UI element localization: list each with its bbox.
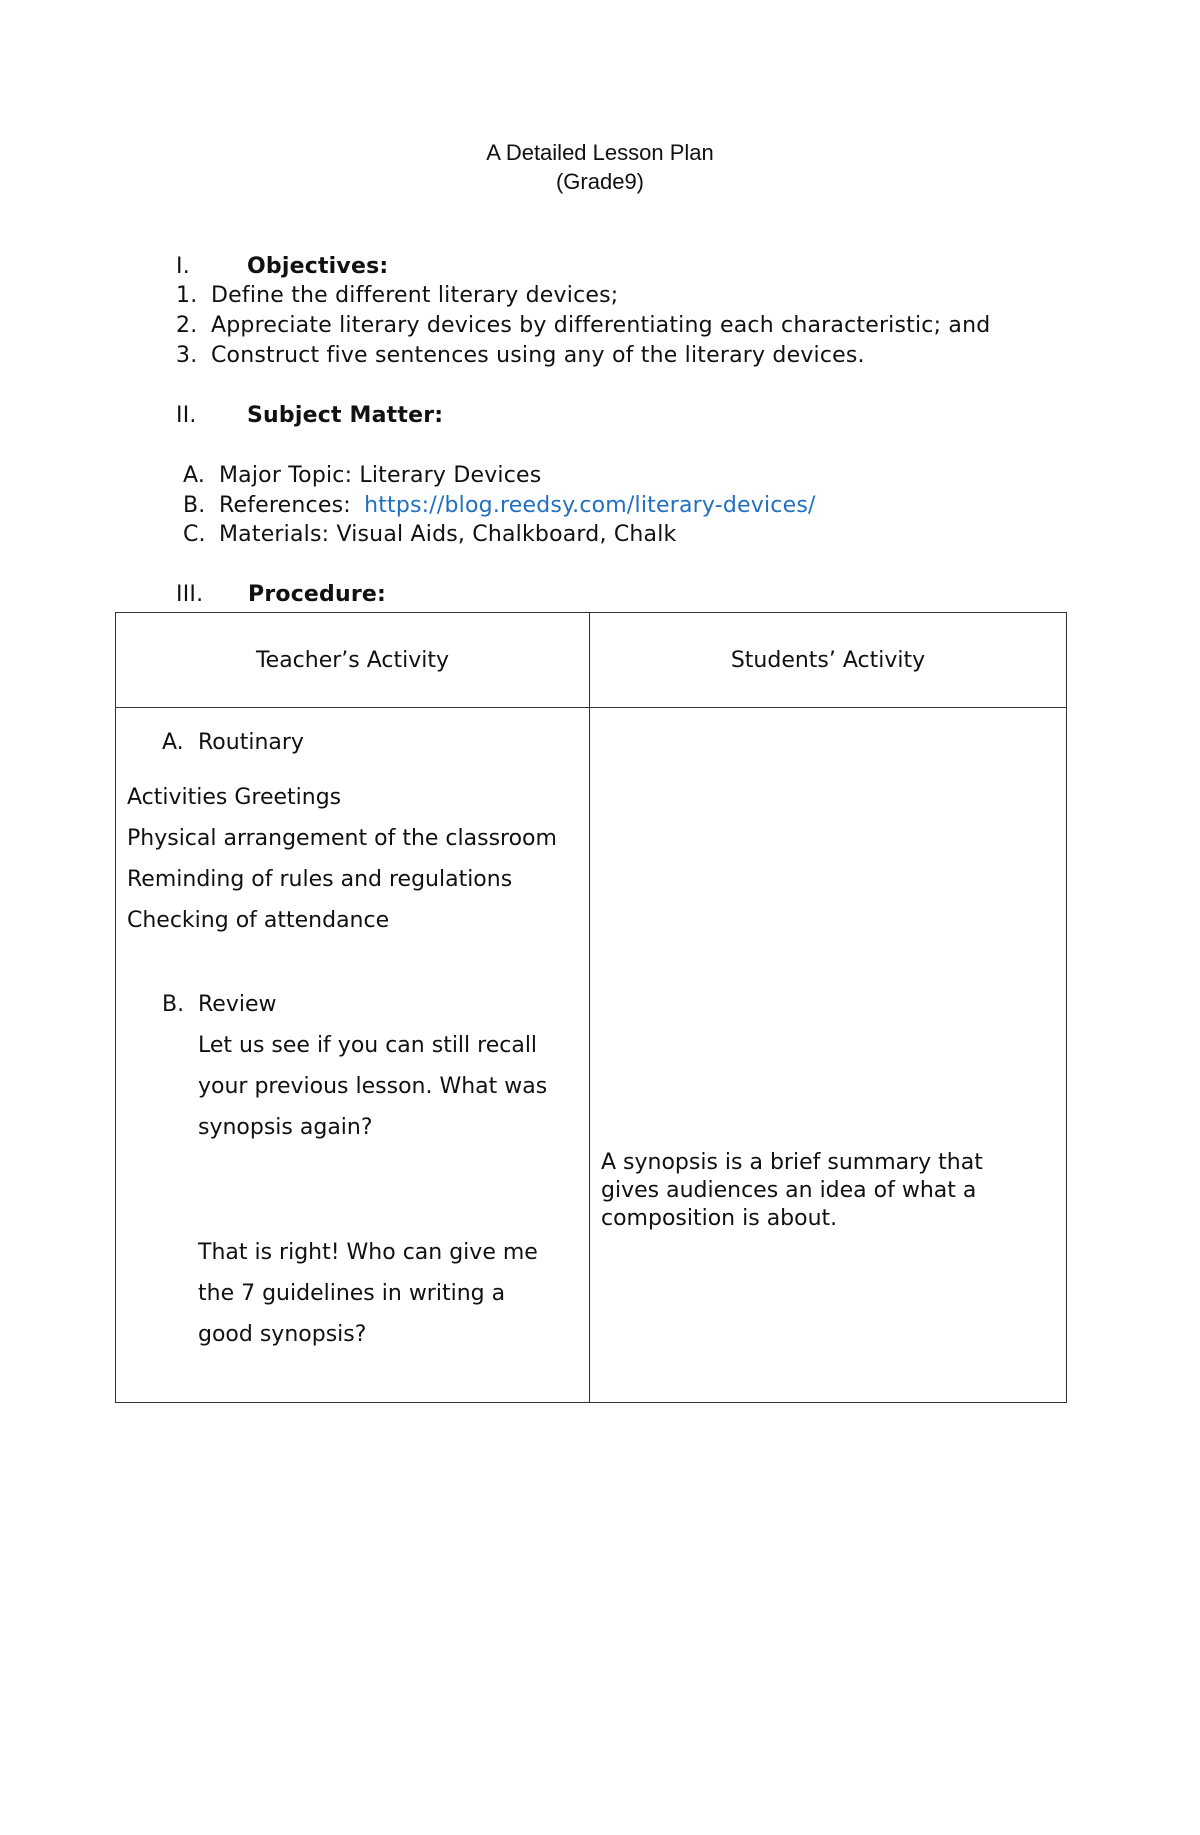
teachers-activity-cell — [116, 708, 590, 1403]
procedure-table — [115, 612, 1067, 1403]
objective-number: 3. — [176, 343, 198, 368]
review-prompt-line: Let us see if you can still recall — [198, 1033, 538, 1058]
review-followup-line: the 7 guidelines in writing a — [198, 1281, 506, 1306]
references-label — [219, 493, 816, 518]
review-label: Review — [198, 992, 277, 1017]
subject-matter-heading: Subject Matter: — [247, 403, 444, 428]
objectives-numeral: I. — [176, 254, 190, 279]
page-title: A Detailed Lesson Plan — [486, 140, 714, 165]
references-text: References: — [219, 493, 359, 518]
major-topic: Major Topic: Literary Devices — [219, 463, 542, 488]
materials: Materials: Visual Aids, Chalkboard, Chalk — [219, 522, 677, 547]
student-answer: A synopsis is a brief summary that gives audiences an idea of what a composition is about. — [601, 1150, 983, 1231]
review-prompt-line: synopsis again? — [198, 1115, 373, 1140]
subject-letter: A. — [183, 463, 206, 488]
objective-item: Construct five sentences using any of the literary devices. — [211, 343, 865, 368]
objective-item: Appreciate literary devices by differentiating each characteristic; and — [211, 313, 991, 338]
review-followup-line: good synopsis? — [198, 1322, 367, 1347]
teachers-activity-header: Teacher’s Activity — [116, 613, 590, 708]
routinary-line: Checking of attendance — [127, 908, 390, 933]
routinary-line: Reminding of rules and regulations — [127, 867, 513, 892]
table-row — [116, 708, 1067, 1403]
routinary-line: Activities Greetings — [127, 785, 342, 810]
objective-number: 2. — [176, 313, 198, 338]
objective-number: 1. — [176, 283, 198, 308]
review-prompt-line: your previous lesson. What was — [198, 1074, 548, 1099]
objectives-heading: Objectives: — [247, 254, 389, 279]
routinary-letter: A. — [162, 730, 184, 755]
objective-item: Define the different literary devices; — [211, 283, 619, 308]
review-followup-line: That is right! Who can give me — [198, 1240, 538, 1265]
table-header-row — [116, 613, 1067, 708]
reference-link[interactable]: https://blog.reedsy.com/literary-devices/ — [364, 493, 816, 518]
subject-matter-numeral: II. — [176, 403, 197, 428]
page-subtitle: (Grade9) — [555, 169, 645, 194]
routinary-label: Routinary — [198, 730, 304, 755]
review-letter: B. — [162, 992, 185, 1017]
procedure-numeral: III. — [176, 582, 204, 607]
procedure-heading: Procedure: — [248, 582, 387, 607]
students-activity-header: Students’ Activity — [590, 613, 1067, 708]
subject-letter: B. — [183, 493, 206, 518]
routinary-line: Physical arrangement of the classroom — [127, 826, 557, 851]
subject-letter: C. — [183, 522, 206, 547]
students-activity-cell — [590, 708, 1067, 1403]
